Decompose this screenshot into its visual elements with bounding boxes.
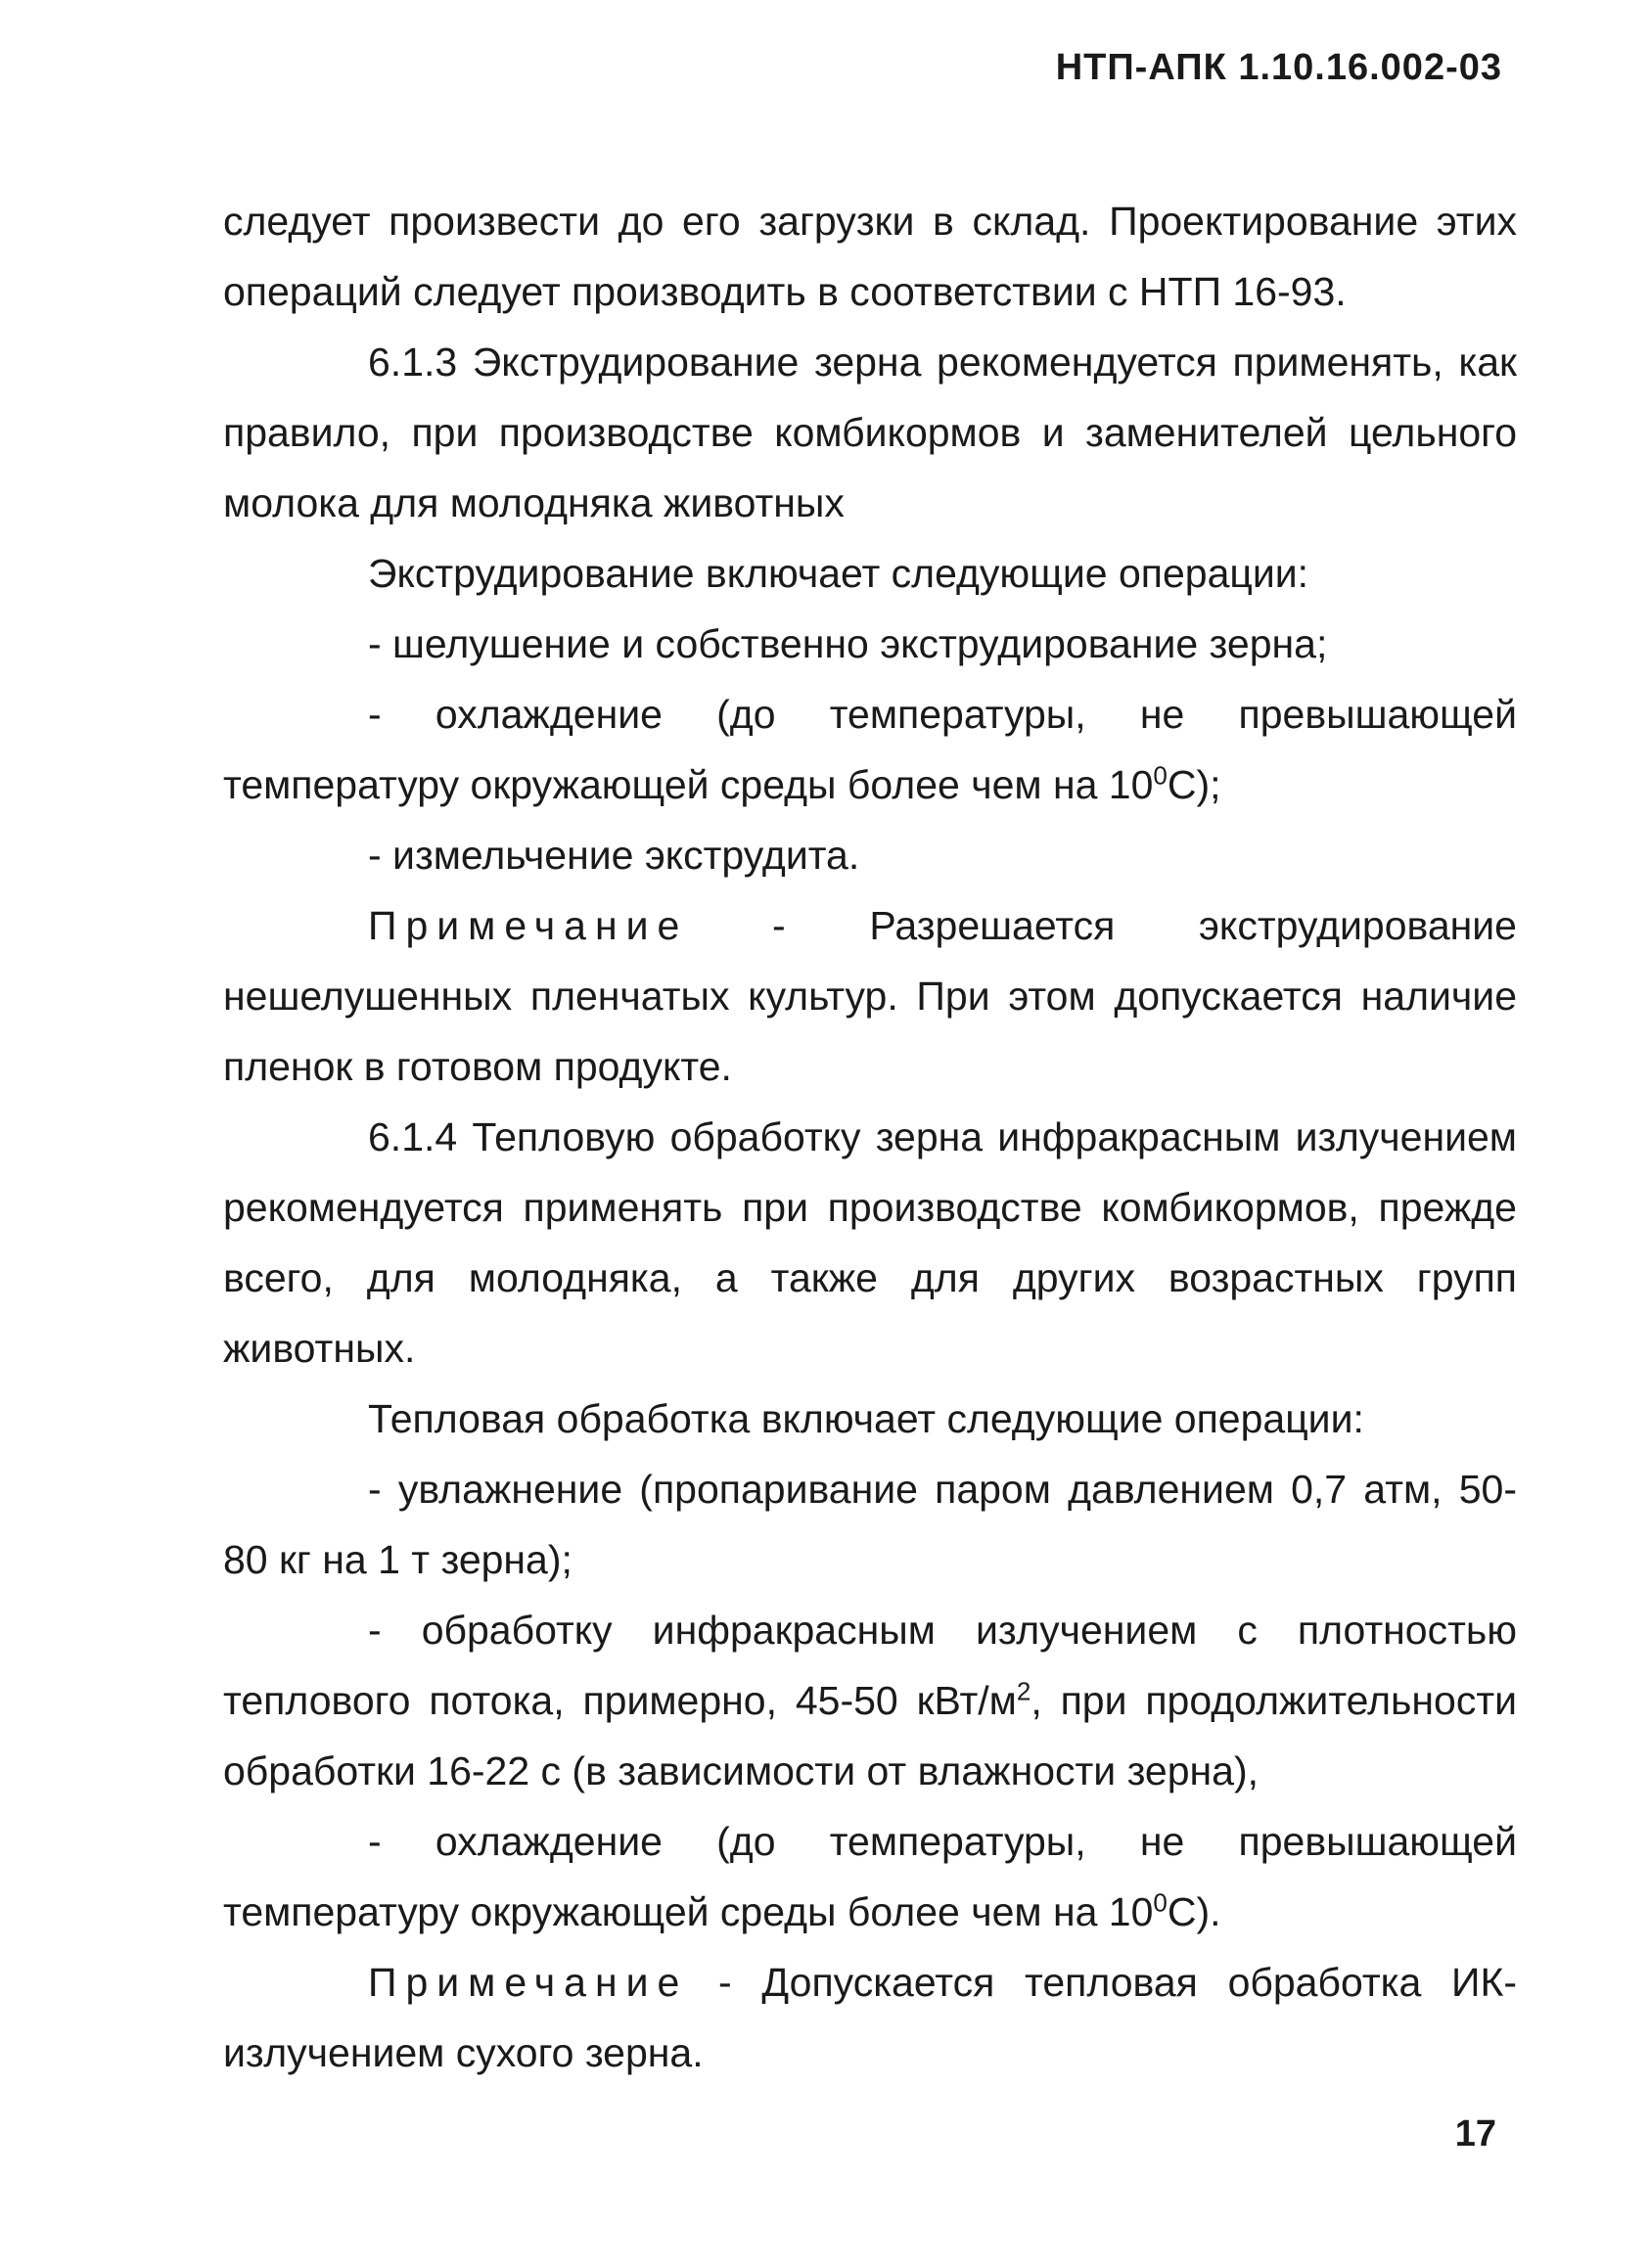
text-segment: , при продолжительности обработки 16-22 с (в зависимости от влажности зерна),: [223, 1678, 1517, 1793]
page-number: 17: [1454, 2113, 1496, 2155]
superscript: 0: [1153, 760, 1168, 791]
superscript: 0: [1153, 1887, 1168, 1918]
paragraph-heat-treatment-intro: Тепловая обработка включает следующие операции:: [368, 1396, 1364, 1441]
list-item-moistening: - увлажнение (пропаривание паром давлением 0,7 атм, 50-80 кг на 1 т зерна);: [223, 1467, 1517, 1582]
text-segment: - охлаждение (до температуры, не превышающей температуру окружающей среды более чем на 10: [223, 692, 1517, 807]
note-label: Примечание: [368, 903, 689, 948]
list-item-hulling: - шелушение и собственно экструдирование зерна;: [368, 621, 1328, 666]
text-segment: С).: [1167, 1889, 1221, 1934]
note-label: Примечание: [368, 1960, 689, 2005]
note-1: [223, 890, 1517, 1102]
note-2: [223, 1947, 1517, 2088]
list-item-cooling-1: [223, 679, 1517, 820]
note-text: - Разрешается экструдирование нешелушенных пленчатых культур. При этом допускается наличие пленок в готовом продукте.: [223, 903, 1517, 1089]
document-body: [223, 186, 1517, 2088]
superscript: 2: [1016, 1676, 1031, 1706]
text-segment: С);: [1167, 762, 1221, 807]
text-segment: - обработку инфракрасным излучением с плотностью теплового потока, примерно, 45-50 кВт/м: [223, 1608, 1517, 1723]
list-item-cooling-2: [223, 1806, 1517, 1947]
paragraph-6-1-3: 6.1.3 Экструдирование зерна рекомендуется применять, как правило, при производстве комбикормов и заменителей цельного молока для молодняка животных: [223, 340, 1517, 525]
paragraph-6-1-4: 6.1.4 Тепловую обработку зерна инфракрасным излучением рекомендуется применять при производстве комбикормов, прежде всего, для молодняка, а также для других возрастных групп животных.: [223, 1114, 1517, 1371]
document-code-header: НТП-АПК 1.10.16.002-03: [1055, 47, 1502, 88]
paragraph-continuation: следует произвести до его загрузки в склад. Проектирование этих операций следует производить в соответствии с НТП 16-93.: [223, 199, 1517, 314]
text-segment: - охлаждение (до температуры, не превышающей температуру окружающей среды более чем на 10: [223, 1819, 1517, 1934]
paragraph-extrusion-operations-intro: Экструдирование включает следующие операции:: [368, 551, 1309, 596]
list-item-grinding: - измельчение экструдита.: [368, 833, 860, 878]
note-text: - Допускается тепловая обработка ИК-излучением сухого зерна.: [223, 1960, 1517, 2075]
list-item-infrared-treatment: [223, 1595, 1517, 1806]
